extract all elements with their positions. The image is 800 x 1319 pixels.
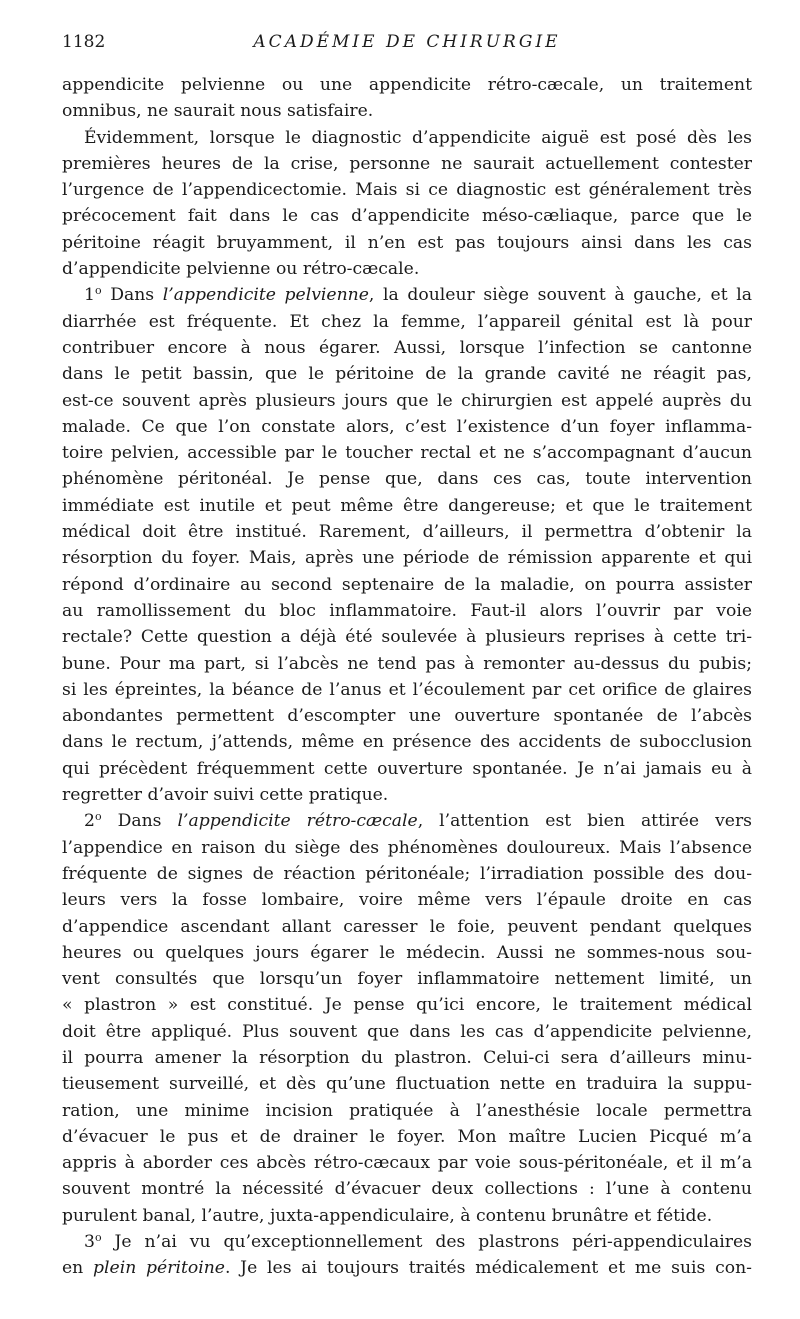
text-segment: péritoine réagit bruyamment, il n’en est pas toujours ainsi dans les cas [62,232,752,253]
page-number: 1182 [62,32,106,52]
text-line [62,966,752,992]
text-line [62,598,752,624]
text-segment: bune. Pour ma part, si l’abcès ne tend pas à remonter au-dessus du pubis; [62,653,752,674]
text-segment: d’évacuer le pus et de drainer le foyer. Mon maître Lucien Picqué m’a [62,1126,752,1147]
text-segment: rectale? Cette question a déjà été soulevée à plusieurs reprises à cette tri- [62,627,752,648]
text-segment: ration, une minime incision pratiquée à l’anesthésie locale permettra [62,1100,752,1121]
text-segment: l’appendice en raison du siège des phénomènes douloureux. Mais l’absence [62,837,752,858]
text-line [62,466,752,492]
text-segment: malade. Ce que l’on constate alors, c’est l’existence d’un foyer inflamma- [62,416,752,437]
running-header [62,30,752,54]
text-segment: Évidemment, lorsque le diagnostic d’appendicite aiguë est posé dès les [84,127,752,148]
text-segment: résorption du foyer. Mais, après une période de rémission apparente et qui [62,548,752,569]
text-line [62,335,752,361]
text-segment: immédiate est inutile et peut même être dangereuse; et que le traitement [62,495,752,516]
text-segment: toire pelvien, accessible par le toucher rectal et ne s’accompagnant d’aucun [62,443,752,464]
text-line [62,1176,752,1202]
text-line [62,651,752,677]
text-segment: au ramollissement du bloc inflammatoire. Faut-il alors l’ouvrir par voie [62,600,752,621]
text-segment: leurs vers la fosse lombaire, voire même vers l’épaule droite en cas [62,890,752,911]
text-segment: diarrhée est fréquente. Et chez la femme, l’appareil génital est là pour [62,311,752,332]
text-line [62,729,752,755]
text-segment: il pourra amener la résorption du plastron. Celui-ci sera d’ailleurs minu- [62,1047,752,1068]
text-segment: regretter d’avoir suivi cette pratique. [62,785,389,806]
text-line [62,940,752,966]
text-line [62,1098,752,1124]
text-line [62,1203,752,1229]
text-segment: dans le petit bassin, que le péritoine de la grande cavité ne réagit pas, [62,364,752,385]
text-line [62,519,752,545]
text-segment: précocement fait dans le cas d’appendicite méso-cæliaque, parce que le [62,206,752,227]
text-line [62,388,752,414]
text-line [62,414,752,440]
text-line [62,1045,752,1071]
text-segment: est-ce souvent après plusieurs jours que le chirurgien est appelé auprès du [62,390,752,411]
text-segment: en [62,1258,94,1279]
text-segment: Je n’ai vu qu’exceptionnellement des plastrons péri-appendiculaires [101,1232,752,1253]
text-line [62,677,752,703]
text-line [62,835,752,861]
italic-segment: plein péritoine [93,1258,225,1279]
text-line [62,887,752,913]
ordinal-superscript: o [94,1231,102,1245]
text-line [62,1071,752,1097]
text-line [62,72,752,98]
text-segment: contribuer encore à nous égarer. Aussi, lorsque l’infection se cantonne [62,337,752,358]
text-segment: , l’attention est bien attirée vers [417,811,752,832]
body-text [62,72,752,1282]
text-line [62,1124,752,1150]
text-segment: doit être appliqué. Plus souvent que dans les cas d’appendicite pelvienne, [62,1021,752,1042]
text-segment: fréquente de signes de réaction péritonéale; l’irradiation possible des dou- [62,863,752,884]
text-line [62,125,752,151]
text-line [62,756,752,782]
italic-segment: l’appendicite pelvienne [162,285,369,306]
text-segment: tieusement surveillé, et dès qu’une fluctuation nette en traduira la suppu- [62,1074,752,1095]
list-number: 2 [84,811,95,832]
text-line [62,151,752,177]
text-line [62,440,752,466]
text-segment: souvent montré la nécessité d’évacuer deux collections : l’une à contenu [62,1179,752,1200]
text-line [62,309,752,335]
text-segment: phénomène péritonéal. Je pense que, dans ces cas, toute intervention [62,469,752,490]
text-segment: d’appendicite pelvienne ou rétro-cæcale. [62,259,420,280]
text-segment: purulent banal, l’autre, juxta-appendiculaire, à contenu brunâtre et fétide. [62,1205,713,1226]
text-line [62,1150,752,1176]
text-line [62,808,752,834]
text-line [62,703,752,729]
text-segment: d’appendice ascendant allant caresser le foie, peuvent pendant quelques [62,916,752,937]
text-segment: Dans [101,285,163,306]
text-segment: l’urgence de l’appendicectomie. Mais si ce diagnostic est généralement très [62,180,752,201]
text-segment: appris à aborder ces abcès rétro-cæcaux par voie sous-péritonéale, et il m’a [62,1153,752,1174]
text-line [62,914,752,940]
text-line [62,361,752,387]
text-line [62,782,752,808]
text-line [62,1019,752,1045]
ordinal-superscript: o [94,810,102,824]
text-segment: répond d’ordinaire au second septenaire de la maladie, on pourra assister [62,574,752,595]
text-line [62,493,752,519]
list-number: 3 [84,1232,95,1253]
text-line [62,545,752,571]
text-line [62,992,752,1018]
text-segment: qui précèdent fréquemment cette ouverture spontanée. Je n’ai jamais eu à [62,758,752,779]
italic-segment: l’appendicite rétro-cæcale [177,811,418,832]
text-segment: . Je les ai toujours traités médicalement et me suis con- [224,1258,752,1279]
text-segment: abondantes permettent d’escompter une ouverture spontanée de l’abcès [62,706,752,727]
text-segment: « plastron » est constitué. Je pense qu’ici encore, le traitement médical [62,995,752,1016]
text-segment: omnibus, ne saurait nous satisfaire. [62,101,374,122]
running-title: ACADÉMIE DE CHIRURGIE [253,32,561,52]
text-segment: médical doit être institué. Rarement, d’ailleurs, il permettra d’obtenir la [62,522,752,543]
text-segment: dans le rectum, j’attends, même en présence des accidents de subocclusion [62,732,752,753]
text-line [62,624,752,650]
text-segment: si les épreintes, la béance de l’anus et l’écoulement par cet orifice de glaires [62,679,752,700]
text-line [62,282,752,308]
text-segment: heures ou quelques jours égarer le médecin. Aussi ne sommes-nous sou- [62,942,752,963]
text-line [62,203,752,229]
text-segment: premières heures de la crise, personne ne saurait actuellement contester [62,153,752,174]
text-line [62,230,752,256]
text-line [62,572,752,598]
ordinal-superscript: o [94,284,102,298]
text-segment: , la douleur siège souvent à gauche, et la [368,285,753,306]
text-line [62,98,752,124]
text-line [62,177,752,203]
list-number: 1 [84,285,95,306]
text-segment: vent consultés que lorsqu’un foyer inflammatoire nettement limité, un [62,969,752,990]
text-line [62,861,752,887]
text-segment: appendicite pelvienne ou une appendicite rétro-cæcale, un traitement [62,75,752,95]
text-line [62,1229,752,1255]
text-line [62,256,752,282]
text-line [62,1255,752,1281]
text-segment: Dans [101,811,178,832]
